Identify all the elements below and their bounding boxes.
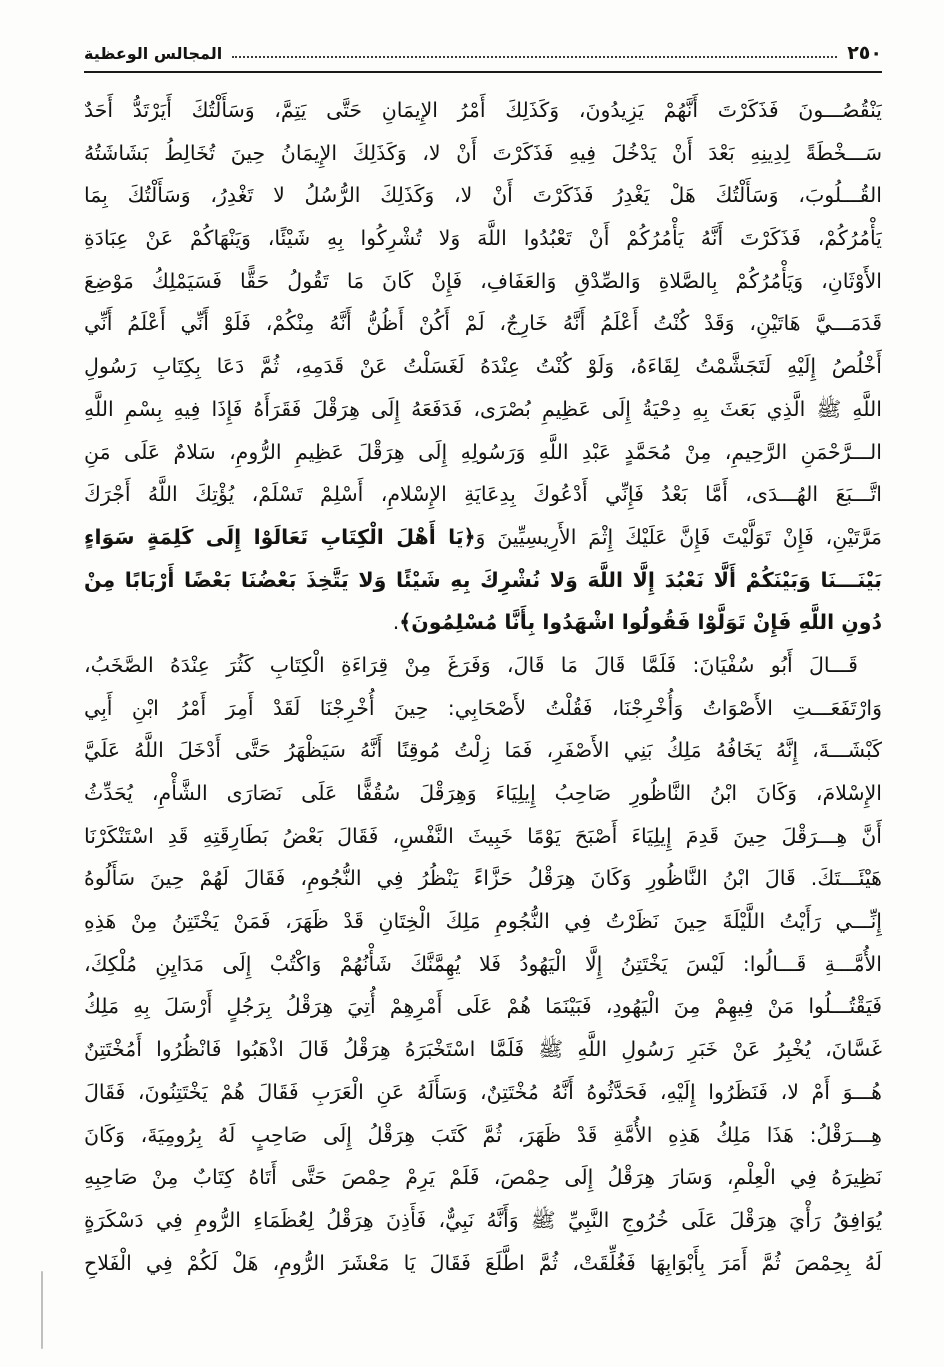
text-segment: اتَّـــبَعَ الهُـــدَى، أَمَّا بَعْدُ فَإِنِّي أَدْعُوكَ بِدِعَايَةِ الإِسْلامِ، أَسْلِمْ تَسْلَمْ، يُؤْتِكَ اللَّهُ أَجْرَكَ: [84, 482, 882, 507]
text-segment: الأُمَّـــةِ قَـــالُوا: لَيْسَ يَخْتَتِنُ إِلَّا الْيَهُودُ فَلا يُهِمَّنَّكَ شَأْنُهُمْ وَاكْتُبْ إِلَى مَدَايِنِ مُلْكِكَ،: [84, 951, 882, 976]
text-segment: يَنْقُصُـــونَ فَذَكَرْتَ أَنَّهُمْ يَزِيدُونَ، وَكَذَلِكَ أَمْرُ الإِيمَانِ حَتَّى يَتِمَّ، وَسَأَلْتُكَ أَيَرْتَدُّ أَحَدٌ: [84, 98, 882, 122]
text-segment: مَرَّتَيْنِ، فَإِنْ تَوَلَّيْتَ فَإِنَّ عَلَيْكَ إِثْمَ الأَرِيسِيِّينَ وَ: [475, 524, 882, 549]
text-line: [84, 1199, 882, 1242]
text-body: [84, 89, 882, 1284]
text-line: [84, 1242, 882, 1285]
text-segment: قَدَمَـــيَّ هَاتَيْنِ، وَقَدْ كُنْتُ أَعْلَمُ أَنَّهُ خَارِجٌ، لَمْ أَكُنْ أَظُنُّ أَنَّهُ مِنْكُمْ، فَلَوْ أَنِّي أَعْلَمُ أَنِّي: [84, 311, 882, 336]
text-line: [84, 388, 882, 431]
text-line: [84, 644, 882, 687]
header-dotted-line: [232, 56, 837, 58]
text-line: [84, 1028, 882, 1071]
text-segment: إِنِّـــي رَأَيْتُ اللَّيْلَةَ حِينَ نَظَرْتُ فِي النُّجُومِ مَلِكَ الْخِتَانِ قَدْ ظَهَرَ، فَمَنْ يَخْتَتِنُ مِنْ هَذِهِ: [84, 909, 882, 934]
text-segment: الإِسْلامَ، وَكَانَ ابْنُ النَّاظُورِ صَاحِبُ إِيلِيَاءَ وَهِرَقْلَ سُقُفًّا عَلَى نَصَارَى الشَّأْمِ، يُحَدِّثُ: [84, 781, 882, 805]
text-segment: لَهُ بِحِمْصَ ثُمَّ أَمَرَ بِأَبْوَابِهَا فَغُلِّقَتْ، ثُمَّ اطَّلَعَ فَقَالَ يَا مَعْشَرَ الرُّومِ، هَلْ لَكُمْ فِي الْفَلاحِ: [84, 1250, 882, 1275]
text-line: [84, 559, 882, 602]
text-line: [84, 943, 882, 986]
text-line: [84, 1156, 882, 1199]
text-line: [84, 260, 882, 303]
text-segment: .: [392, 610, 400, 635]
text-line: [84, 431, 882, 474]
text-line: [84, 857, 882, 900]
text-line: [84, 1071, 882, 1114]
text-segment: الـــرَّحْمَنِ الرَّحِيمِ، مِنْ مُحَمَّدٍ عَبْدِ اللَّهِ وَرَسُولِهِ إِلَى هِرَقْلَ عَظِيمِ الرُّومِ، سَلامٌ عَلَى مَنِ: [84, 439, 882, 464]
text-line: [84, 985, 882, 1028]
text-segment: سَـــخْطَةً لِدِينِهِ بَعْدَ أَنْ يَدْخُلَ فِيهِ فَذَكَرْتَ أَنْ لا، وَكَذَلِكَ الإِيمَانُ حِينَ تُخَالِطُ بَشَاشَتُهُ: [84, 140, 882, 165]
text-segment: ﴿يَا أَهْلَ الْكِتَابِ تَعَالَوْا إِلَى كَلِمَةٍ سَوَاءٍ: [84, 524, 476, 549]
text-segment: نَظِيرَهُ فِي الْعِلْمِ، وَسَارَ هِرَقْلُ إِلَى حِمْصَ، فَلَمْ يَرِمْ حِمْصَ حَتَّى أَتَاهُ كِتَابٌ مِنْ صَاحِبِهِ: [84, 1165, 882, 1190]
text-line: [84, 772, 882, 815]
text-line: [84, 174, 882, 217]
text-segment: هِـــرَقْلُ: هَذَا مَلِكُ هَذِهِ الأُمَّةِ قَدْ ظَهَرَ، ثُمَّ كَتَبَ هِرَقْلُ إِلَى صَاحِبٍ لَهُ بِرُومِيَةَ، وَكَانَ: [84, 1122, 882, 1147]
text-line: [84, 132, 882, 175]
text-segment: أَخْلُصُ إِلَيْهِ لَتَجَشَّمْتُ لِقَاءَهُ، وَلَوْ كُنْتُ عِنْدَهُ لَغَسَلْتُ عَنْ قَدَمِهِ، ثُمَّ دَعَا بِكِتَابِ رَسُولِ: [84, 354, 882, 379]
text-line: [84, 345, 882, 388]
text-line: [84, 729, 882, 772]
text-segment: كَبْشَـــةَ، إِنَّهُ يَخَافُهُ مَلِكُ بَنِي الأَصْفَرِ، فَمَا زِلْتُ مُوقِنًا أَنَّهُ سَيَظْهَرُ حَتَّى أَدْخَلَ اللَّهُ عَلَيَّ: [84, 738, 882, 763]
text-line: [84, 687, 882, 730]
text-segment: قَـــالَ أَبُو سُفْيَانَ: فَلَمَّا قَالَ مَا قَالَ، وَفَرَغَ مِنْ قِرَاءَةِ الْكِتَابِ كَثُرَ عِنْدَهُ الصَّخَبُ،: [84, 652, 858, 677]
text-segment: الأَوْثَانِ، وَيَأْمُرُكُمْ بِالصَّلاةِ وَالصِّدْقِ وَالعَفَافِ، فَإِنْ كَانَ مَا تَقُولُ حَقًّا فَسَيَمْلِكُ مَوْضِعَ: [84, 268, 882, 293]
text-line: [84, 1114, 882, 1157]
text-line: [84, 302, 882, 345]
scan-gutter-artifact: [41, 1271, 43, 1349]
text-segment: دُونِ اللَّهِ فَإِنْ تَوَلَّوْا فَقُولُوا اشْهَدُوا بِأَنَّا مُسْلِمُونَ﴾: [399, 610, 882, 635]
text-segment: هَيْئَـــتَكَ. قَالَ ابْنُ النَّاظُورِ وَكَانَ هِرَقْلُ حَزَّاءً يَنْظُرُ فِي النُّجُومِ، فَقَالَ لَهُمْ حِينَ سَأَلُوهُ: [84, 866, 882, 891]
text-segment: يُوَافِقُ رَأْيَ هِرَقْلَ عَلَى خُرُوجِ النَّبِيِّ ﷺ وَأَنَّهُ نَبِيٌّ، فَأَذِنَ هِرَقْلُ لِعُظَمَاءِ الرُّومِ فِي دَسْكَرَةٍ: [84, 1207, 882, 1232]
text-segment: بَيْنَـــنَا وَبَيْنَكُمْ أَلَّا نَعْبُدَ إِلَّا اللَّهَ وَلا نُشْرِكَ بِهِ شَيْئًا وَلا يَتَّخِذَ بَعْضُنَا بَعْضًا أَرْبَابًا مِنْ: [84, 567, 882, 592]
text-line: [84, 516, 882, 559]
text-line: [84, 217, 882, 260]
header-rule: [84, 71, 882, 73]
text-segment: يَأْمُرُكُمْ، فَذَكَرْتَ أَنَّهُ يَأْمُرُكُمْ أَنْ تَعْبُدُوا اللَّهَ وَلا تُشْرِكُوا بِهِ شَيْئًا، وَيَنْهَاكُمْ عَنْ عِبَادَةِ: [84, 226, 882, 251]
text-line: [84, 601, 882, 644]
text-segment: فَيَقْتُـــلُوا مَنْ فِيهِمْ مِنَ الْيَهُودِ، فَبَيْنَمَا هُمْ عَلَى أَمْرِهِمْ أُتِيَ هِرَقْلُ بِرَجُلٍ أَرْسَلَ بِهِ مَلِكُ: [84, 994, 882, 1019]
text-segment: أَنَّ هِـــرَقْلَ حِينَ قَدِمَ إِيلِيَاءَ أَصْبَحَ يَوْمًا خَبِيثَ النَّفْسِ، فَقَالَ بَعْضُ بَطَارِقَتِهِ قَدِ اسْتَنْكَرْنَا: [84, 823, 882, 848]
book-title: المجالس الوعظية: [84, 43, 223, 63]
text-segment: القُـــلُوبَ، وَسَأَلْتُكَ هَلْ يَغْدِرُ فَذَكَرْتَ أَنْ لا، وَكَذَلِكَ الرُّسُلُ لا تَغْدِرُ، وَسَأَلْتُكَ بِمَا: [84, 183, 882, 208]
text-line: [84, 473, 882, 516]
text-line: [84, 815, 882, 858]
text-line: [84, 900, 882, 943]
text-segment: غَسَّانَ، يُخْبِرُ عَنْ خَبَرِ رَسُولِ اللَّهِ ﷺ فَلَمَّا اسْتَخْبَرَهُ هِرَقْلُ قَالَ اذْهَبُوا فَانْظُرُوا أَمُخْتَتِنٌ: [84, 1037, 882, 1062]
page-number: ٢٥٠: [847, 42, 882, 64]
text-line: [84, 89, 882, 132]
text-segment: اللَّهِ ﷺ الَّذِي بَعَثَ بِهِ دِحْيَةُ إِلَى عَظِيمِ بُصْرَى، فَدَفَعَهُ إِلَى هِرَقْلَ فَقَرَأَهُ فَإِذَا فِيهِ بِسْمِ اللَّهِ: [84, 396, 882, 421]
text-segment: وَارْتَفَعَـــتِ الأَصْوَاتُ وَأُخْرِجْنَا، فَقُلْتُ لأَصْحَابِي: حِينَ أُخْرِجْنَا لَقَدْ أَمِرَ أَمْرُ ابْنِ أَبِي: [84, 695, 882, 720]
text-segment: هُـــوَ أَمْ لا، فَنَظَرُوا إِلَيْهِ، فَحَدَّثُوهُ أَنَّهُ مُخْتَتِنٌ، وَسَأَلَهُ عَنِ الْعَرَبِ فَقَالَ هُمْ يَخْتَتِنُونَ، فَقَالَ: [84, 1079, 882, 1104]
page-header: [84, 42, 882, 64]
